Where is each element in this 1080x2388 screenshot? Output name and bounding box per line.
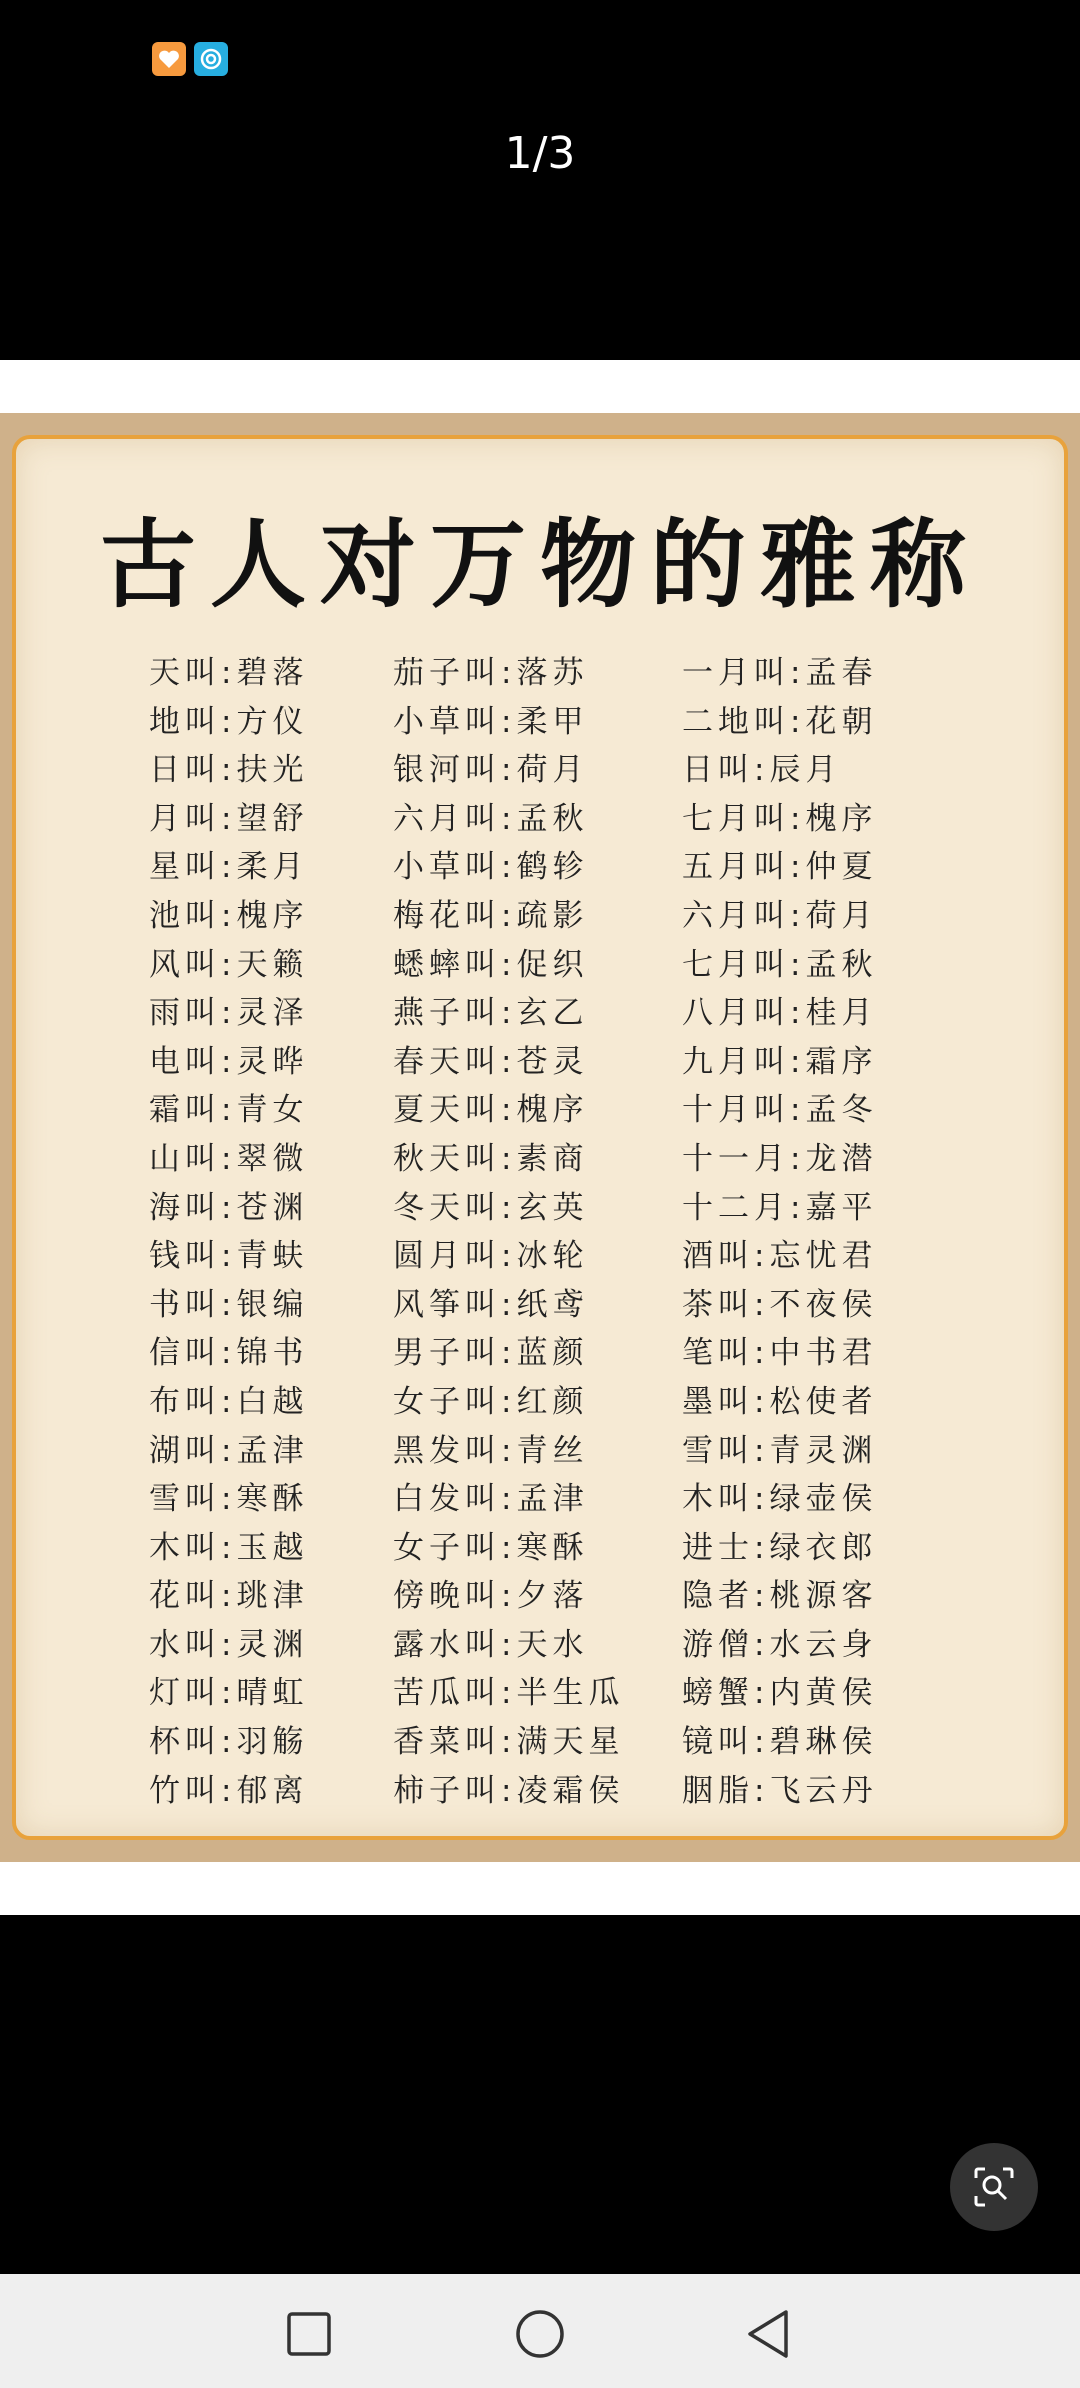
poster-entry: 七月叫:孟秋	[682, 946, 878, 983]
poster-entry: 水叫:灵渊	[149, 1626, 309, 1663]
poster-entry: 香菜叫:满天星	[393, 1724, 625, 1761]
poster-entry: 十月叫:孟冬	[682, 1092, 878, 1129]
poster-entry: 十二月:嘉平	[682, 1189, 878, 1226]
poster-entry: 小草叫:柔甲	[393, 703, 589, 740]
poster-entry: 白发叫:孟津	[393, 1481, 589, 1518]
poster-entry: 花叫:珧津	[149, 1578, 309, 1615]
poster-entry: 木叫:绿壶侯	[682, 1481, 878, 1518]
image-bottom-margin	[0, 1862, 1080, 1915]
poster-entry: 冬天叫:玄英	[393, 1189, 589, 1226]
poster-entry: 木叫:玉越	[149, 1529, 309, 1566]
image-top-margin	[0, 360, 1080, 413]
poster-entry: 池叫:槐序	[149, 897, 309, 934]
home-button[interactable]	[510, 2304, 570, 2364]
recents-button[interactable]	[279, 2304, 339, 2364]
poster-entry: 雪叫:寒酥	[149, 1481, 309, 1518]
poster-entry: 天叫:碧落	[149, 655, 309, 691]
page-counter: 1/3	[504, 128, 576, 179]
poster-entry: 电叫:灵晔	[149, 1043, 309, 1080]
poster-column-3	[682, 649, 877, 1815]
poster-entry: 女子叫:红颜	[393, 1383, 589, 1420]
back-button[interactable]	[738, 2304, 798, 2364]
poster-entry: 地叫:方仪	[149, 703, 309, 740]
poster-entry: 湖叫:孟津	[149, 1432, 309, 1469]
poster-frame	[12, 435, 1068, 1840]
poster-entry: 墨叫:松使者	[682, 1383, 878, 1420]
poster-entry: 梅花叫:疏影	[393, 897, 589, 934]
poster-column-1	[149, 649, 308, 1815]
square-icon	[286, 2311, 332, 2357]
poster-entry: 山叫:翠微	[149, 1140, 309, 1177]
poster-entry: 海叫:苍渊	[149, 1189, 309, 1226]
poster-image[interactable]	[0, 413, 1080, 1862]
poster-entry: 雪叫:青灵渊	[682, 1432, 878, 1469]
poster-entry: 露水叫:天水	[393, 1626, 589, 1663]
poster-entry: 霜叫:青女	[149, 1092, 309, 1129]
poster-entry: 游僧:水云身	[682, 1626, 878, 1663]
poster-entry: 圆月叫:冰轮	[393, 1238, 589, 1275]
poster-entry: 风叫:天籁	[149, 946, 309, 983]
poster-entry: 二地叫:花朝	[682, 703, 878, 740]
poster-entry: 十一月:龙潜	[682, 1140, 878, 1177]
poster-entry: 日叫:辰月	[682, 752, 842, 789]
poster-entry: 风筝叫:纸鸢	[393, 1286, 589, 1323]
poster-entry: 日叫:扶光	[149, 752, 309, 789]
poster-entry: 笔叫:中书君	[682, 1335, 878, 1372]
triangle-back-icon	[744, 2308, 792, 2360]
poster-entry: 八月叫:桂月	[682, 995, 878, 1032]
system-nav-bar	[0, 2274, 1080, 2388]
poster-entry: 书叫:银编	[149, 1286, 309, 1323]
circle-icon	[514, 2308, 566, 2360]
poster-entry: 六月叫:孟秋	[393, 800, 589, 837]
poster-entry: 信叫:锦书	[149, 1335, 309, 1372]
poster-entry: 小草叫:鹤轸	[393, 849, 589, 886]
poster-entry: 杯叫:羽觞	[149, 1724, 309, 1761]
poster-entry: 夏天叫:槐序	[393, 1092, 589, 1129]
poster-entry: 星叫:柔月	[149, 849, 309, 886]
heart-app-icon	[152, 42, 186, 76]
status-bar-icons	[152, 42, 228, 76]
poster-entry: 柿子叫:凌霜侯	[393, 1772, 625, 1809]
poster-entry: 苦瓜叫:半生瓜	[393, 1675, 625, 1712]
poster-entry: 胭脂:飞云丹	[682, 1772, 878, 1809]
swirl-app-icon	[194, 42, 228, 76]
poster-entry: 隐者:桃源客	[682, 1578, 878, 1615]
poster-entry: 春天叫:苍灵	[393, 1043, 589, 1080]
poster-entry: 钱叫:青蚨	[149, 1238, 309, 1275]
scan-search-icon	[972, 2165, 1016, 2209]
poster-entry: 女子叫:寒酥	[393, 1529, 589, 1566]
poster-entry: 燕子叫:玄乙	[393, 995, 589, 1032]
poster-entry: 蟋蟀叫:促织	[393, 946, 589, 983]
poster-entry: 一月叫:孟春	[682, 655, 878, 691]
poster-entry: 九月叫:霜序	[682, 1043, 878, 1080]
poster-column-2	[393, 649, 624, 1815]
poster-entry: 六月叫:荷月	[682, 897, 878, 934]
poster-entry: 进士:绿衣郎	[682, 1529, 878, 1566]
poster-entry: 茄子叫:落苏	[393, 655, 589, 691]
poster-entry: 竹叫:郁离	[149, 1772, 309, 1809]
poster-entry: 五月叫:仲夏	[682, 849, 878, 886]
poster-entry: 布叫:白越	[149, 1383, 309, 1420]
poster-entry: 灯叫:晴虹	[149, 1675, 309, 1712]
poster-entry: 雨叫:灵泽	[149, 995, 309, 1032]
poster-entry: 镜叫:碧琳侯	[682, 1724, 878, 1761]
poster-entry: 螃蟹:内黄侯	[682, 1675, 878, 1712]
poster-entry: 黑发叫:青丝	[393, 1432, 589, 1469]
poster-entry: 酒叫:忘忧君	[682, 1238, 878, 1275]
poster-entry: 男子叫:蓝颜	[393, 1335, 589, 1372]
poster-entry: 月叫:望舒	[149, 800, 309, 837]
poster-entry: 银河叫:荷月	[393, 752, 589, 789]
poster-entry: 秋天叫:素商	[393, 1140, 589, 1177]
poster-entry: 七月叫:槐序	[682, 800, 878, 837]
poster-entry: 傍晚叫:夕落	[393, 1578, 589, 1615]
poster-entry: 茶叫:不夜侯	[682, 1286, 878, 1323]
poster-title: 古人对万物的雅称	[100, 508, 980, 621]
image-search-button[interactable]	[950, 2143, 1038, 2231]
